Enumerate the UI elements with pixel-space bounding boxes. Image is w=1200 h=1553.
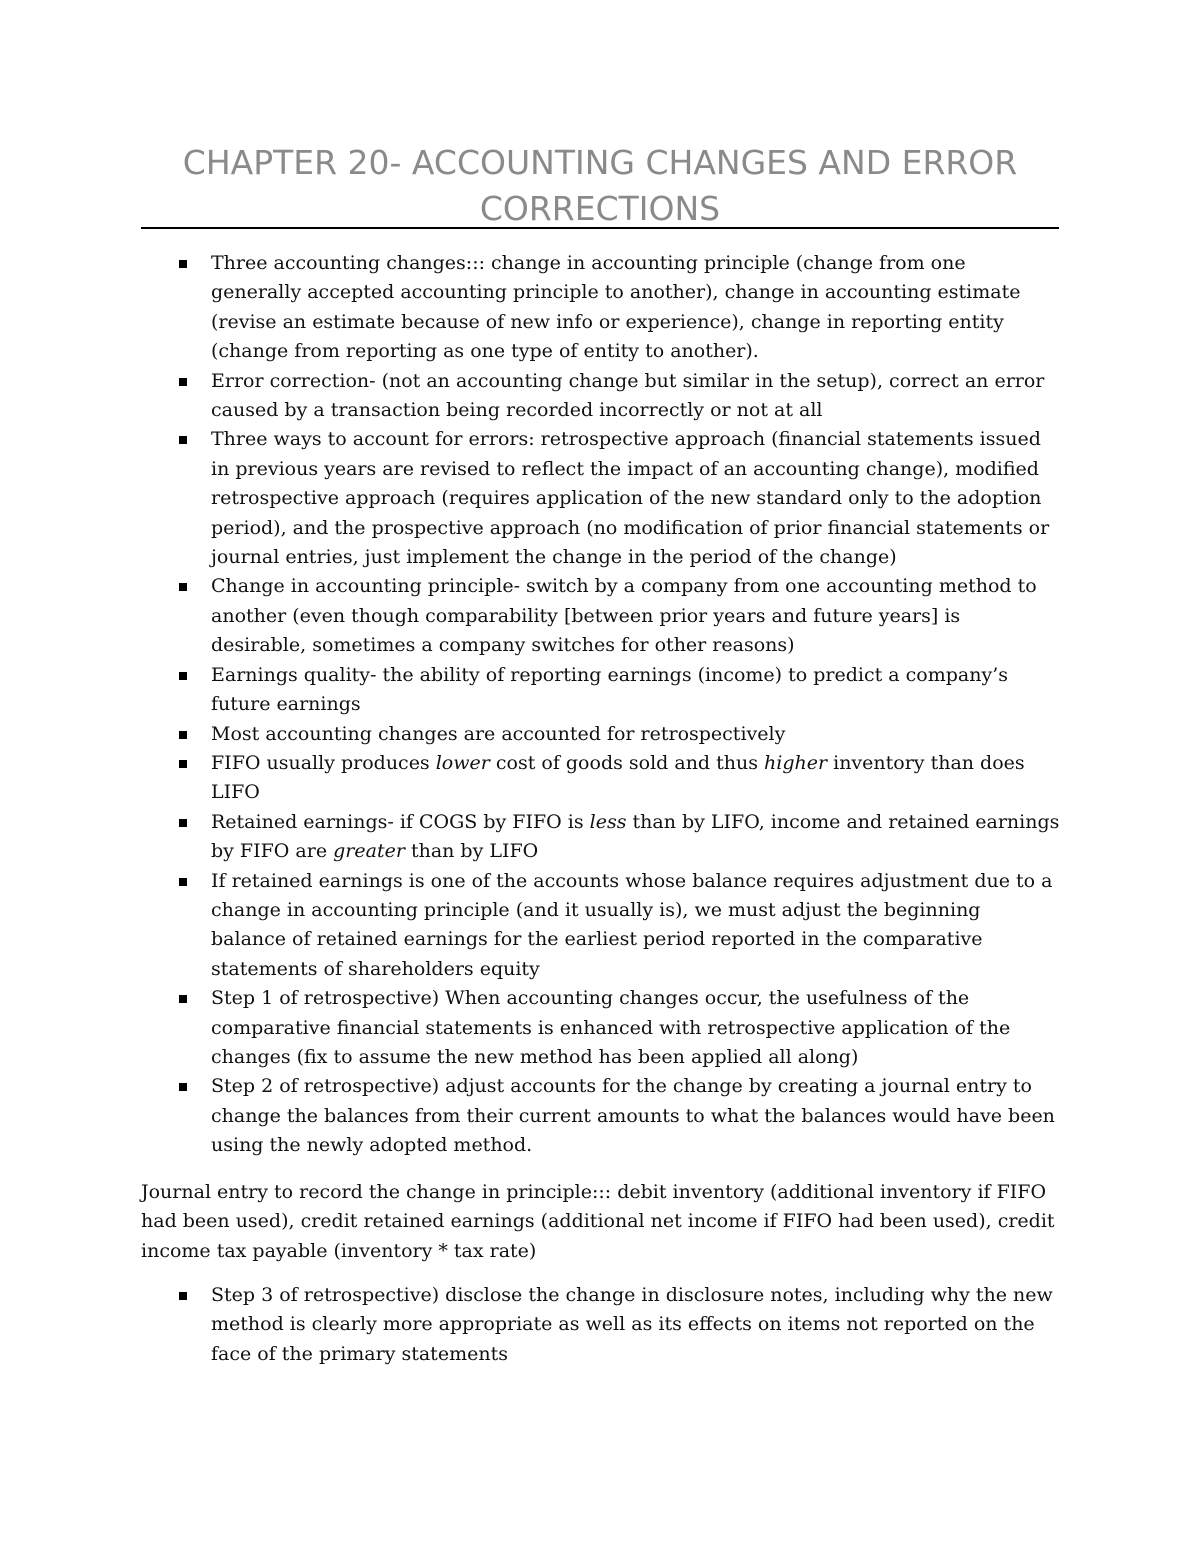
list-item-text — [211, 811, 1059, 862]
square-bullet-icon — [179, 819, 187, 827]
list-item-text: Three accounting changes::: change in accounting principle (change from one generally accepted accounting principle to another), change in accounting estimate (revise an estimate because of new info or experience), change in reporting entity (change from reporting as one type of entity to another). — [211, 252, 1021, 363]
list-item — [0, 1072, 1200, 1160]
square-bullet-icon — [179, 731, 187, 739]
text-run: FIFO usually produces — [211, 751, 436, 774]
emphasis-text: less — [589, 810, 627, 833]
list-item — [0, 367, 1200, 426]
page-title: CHAPTER 20- ACCOUNTING CHANGES AND ERROR CORRECTIONS — [182, 143, 1018, 228]
text-run: Retained earnings- if COGS by FIFO is — [211, 810, 590, 833]
square-bullet-icon — [179, 1292, 187, 1300]
emphasis-text: lower — [435, 751, 490, 774]
list-item-text: Step 1 of retrospective) When accounting changes occur, the usefulness of the comparative financial statements is enhanced with retrospective application of the changes (fix to assume the new method has been applied all along) — [211, 987, 1011, 1068]
journal-entry-paragraph: Journal entry to record the change in principle::: debit inventory (additional inventory if FIFO had been used), credit retained earnings (additional net income if FIFO had been used), credit income tax payable (inventory * tax rate) — [141, 1181, 1055, 1262]
text-run: than by LIFO, income and retained earnings by FIFO are — [211, 810, 1060, 863]
square-bullet-icon — [179, 995, 187, 1003]
text-run: cost of goods sold and thus — [489, 751, 765, 774]
list-item — [0, 867, 1200, 985]
list-item-text: Three ways to account for errors: retrospective approach (financial statements issued in previous years are revised to reflect the impact of an accounting change), modified retrospective approach (requires application of the new standard only to the adoption period), and the prospective approach (no modification of prior financial statements or journal entries, just implement the change in the period of the change) — [211, 428, 1050, 569]
emphasis-text: greater — [333, 840, 405, 863]
square-bullet-icon — [179, 583, 187, 591]
text-run: inventory than does LIFO — [211, 751, 1025, 804]
list-item — [0, 249, 1200, 367]
list-item-text: Change in accounting principle- switch by a company from one accounting method to another (even though comparability [between prior years and future years] is desirable, sometimes a company switches for other reasons) — [211, 575, 1037, 657]
list-item — [0, 720, 1200, 749]
title-divider — [141, 227, 1059, 229]
list-item — [0, 984, 1200, 1072]
list-item-text: If retained earnings is one of the accounts whose balance requires adjustment due to a change in accounting principle (and it usually is), we must adjust the beginning balance of retained earnings for the earliest period reported in the comparative statements of shareholders equity — [211, 869, 1053, 980]
list-item-text: Step 2 of retrospective) adjust accounts for the change by creating a journal entry to change the balances from their current amounts to what the balances would have been using the newly adopted method. — [211, 1075, 1055, 1157]
square-bullet-icon — [179, 436, 187, 444]
list-item — [0, 425, 1200, 572]
list-item-retained-earnings — [0, 808, 1200, 867]
text-run: than by LIFO — [404, 840, 539, 863]
list-item-fifo — [0, 749, 1200, 808]
square-bullet-icon — [179, 378, 187, 386]
list-item-text: Error correction- (not an accounting change but similar in the setup), correct an error caused by a transaction being recorded incorrectly or not at all — [211, 369, 1045, 422]
square-bullet-icon — [179, 760, 187, 768]
list-item-text: Step 3 of retrospective) disclose the change in disclosure notes, including why the new method is clearly more appropriate as well as its effects on items not reported on the face of the primary statements — [211, 1284, 1053, 1365]
square-bullet-icon — [179, 878, 187, 886]
list-item — [0, 661, 1200, 720]
square-bullet-icon — [179, 672, 187, 680]
list-item — [0, 572, 1200, 660]
list-item-text: Most accounting changes are accounted for retrospectively — [211, 722, 786, 745]
square-bullet-icon — [179, 1083, 187, 1091]
emphasis-text: higher — [764, 751, 828, 774]
notes-bullet-list-2 — [0, 1281, 1200, 1369]
square-bullet-icon — [179, 260, 187, 268]
notes-bullet-list — [0, 249, 1200, 1161]
list-item-text: Earnings quality- the ability of reporting earnings (income) to predict a company’s future earnings — [211, 663, 1008, 716]
list-item — [0, 1281, 1200, 1369]
list-item-text — [211, 752, 1025, 803]
